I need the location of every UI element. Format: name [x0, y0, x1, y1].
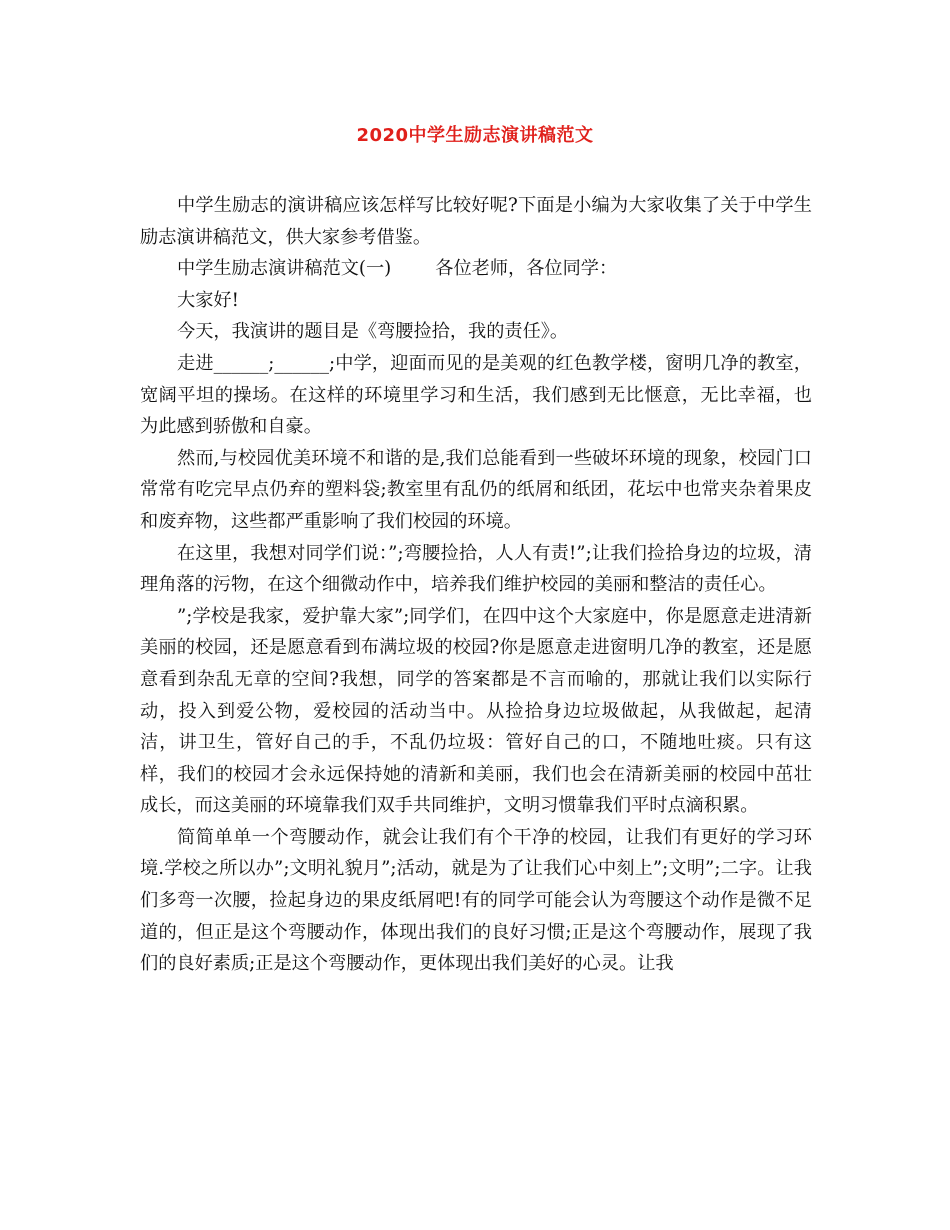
- paragraph-problems: 然而,与校园优美环境不和谐的是,我们总能看到一些破坏环境的现象，校园门口常常有吃完早点仍弃的塑料袋;教室里有乱仍的纸屑和纸团，花坛中也常夹杂着果皮和废弃物，这些都严重影响了我们校园的环境。: [140, 447, 812, 532]
- paragraph-topic: 今天，我演讲的题目是《弯腰捡拾，我的责任》。: [177, 321, 569, 343]
- paragraph-heading-line: [140, 253, 812, 285]
- document-title: 2020中学生励志演讲稿范文: [356, 125, 594, 146]
- paragraph-greeting: 大家好!: [177, 289, 239, 311]
- salutation: 各位老师，各位同学：: [435, 258, 618, 280]
- document-body: [140, 190, 812, 980]
- paragraph-school-environment: 走进______;______;中学，迎面而见的是美观的红色教学楼，窗明几净的教室，宽阔平坦的操场。在这样的环境里学习和生活，我们感到无比惬意，无比幸福，也为此感到骄傲和自豪。: [140, 352, 812, 438]
- paragraph-intro: 中学生励志的演讲稿应该怎样写比较好呢?下面是小编为大家收集了关于中学生励志演讲稿范文，供大家参考借鉴。: [140, 195, 812, 248]
- paragraph-appeal: 在这里，我想对同学们说：”;弯腰捡拾，人人有责!”;让我们捡拾身边的垃圾，清理角落的污物，在这个细微动作中，培养我们维护校园的美丽和整洁的责任心。: [140, 542, 812, 596]
- section-heading: 中学生励志演讲稿范文(一): [177, 258, 392, 280]
- paragraph-school-home: ”;学校是我家，爱护靠大家”;同学们，在四中这个大家庭中，你是愿意走进清新美丽的校园，还是愿意看到布满垃圾的校园?你是愿意走进窗明几净的教室，还是愿意看到杂乱无章的空间?我想，同学的答案都是不言而喻的，那就让我们以实际行动，投入到爱公物，爱校园的活动当中。从捡拾身边垃圾做起，从我做起，起清洁，讲卫生，管好自己的手，不乱仍垃圾：管好自己的口，不随地吐痰。只有这样，我们的校园才会永远保持她的清新和美丽，我们也会在清新美丽的校园中茁壮成长，而这美丽的环境靠我们双手共同维护，文明习惯靠我们平时点滴积累。: [140, 605, 812, 817]
- paragraph-bending-action: 简简单单一个弯腰动作，就会让我们有个干净的校园，让我们有更好的学习环境.学校之所以办”;文明礼貌月”;活动，就是为了让我们心中刻上”;文明”;二字。让我们多弯一次腰，捡起身边的果皮纸屑吧!有的同学可能会认为弯腰这个动作是微不足道的，但正是这个弯腰动作，体现出我们的良好习惯;正是这个弯腰动作，展现了我们的良好素质;正是这个弯腰动作，更体现出我们美好的心灵。让我: [140, 826, 812, 975]
